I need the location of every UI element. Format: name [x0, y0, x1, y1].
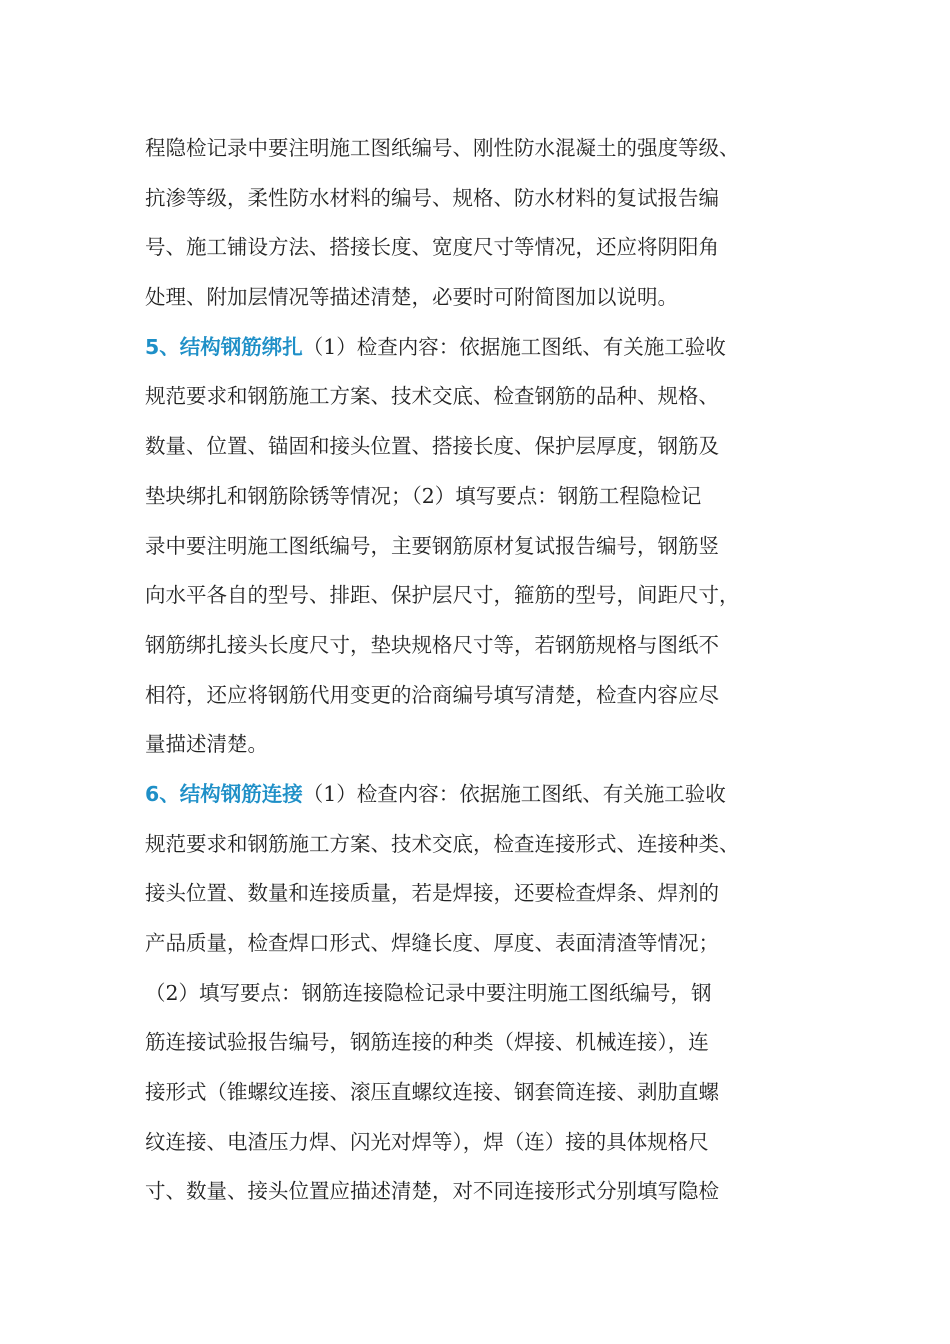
text-line: 数量、位置、锚固和接头位置、搭接长度、保护层厚度，钢筋及 — [145, 434, 719, 459]
text-line: 程隐检记录中要注明施工图纸编号、刚性防水混凝土的强度等级、 — [145, 136, 740, 160]
body-text — [145, 124, 825, 1217]
text-line: 规范要求和钢筋施工方案、技术交底，检查连接形式、连接种类、 — [145, 831, 740, 856]
text-line: 垫块绑扎和钢筋除锈等情况；（2）填写要点：钢筋工程隐检记 — [145, 483, 702, 508]
text-line: 录中要注明施工图纸编号，主要钢筋原材复试报告编号，钢筋竖 — [145, 533, 719, 558]
text-line: 号、施工铺设方法、搭接长度、宽度尺寸等情况，还应将阴阳角 — [145, 235, 719, 260]
text-line: 抗渗等级，柔性防水材料的编号、规格、防水材料的复试报告编 — [145, 185, 719, 210]
section-5-intro: （1）检查内容：依据施工图纸、有关施工验收 — [302, 334, 726, 359]
text-line: 向水平各自的型号、排距、保护层尺寸，箍筋的型号，间距尺寸， — [145, 583, 740, 608]
text-line: 相符，还应将钢筋代用变更的洽商编号填写清楚，检查内容应尽 — [145, 682, 719, 707]
section-5-heading: 5、结构钢筋绑扎 — [145, 334, 303, 359]
section-5-first-line — [145, 323, 825, 373]
text-line: （2）填写要点：钢筋连接隐检记录中要注明施工图纸编号，钢 — [145, 980, 712, 1005]
section-6-heading: 6、结构钢筋连接 — [145, 781, 303, 806]
text-line: 接形式（锥螺纹连接、滚压直螺纹连接、钢套筒连接、剥肋直螺 — [145, 1080, 719, 1105]
text-line: 规范要求和钢筋施工方案、技术交底、检查钢筋的品种、规格、 — [145, 384, 719, 409]
text-line: 接头位置、数量和连接质量，若是焊接，还要检查焊条、焊剂的 — [145, 881, 719, 906]
text-line: 处理、附加层情况等描述清楚，必要时可附简图加以说明。 — [145, 285, 678, 310]
section-6-intro: （1）检查内容：依据施工图纸、有关施工验收 — [302, 781, 726, 806]
section-6-first-line — [145, 770, 825, 820]
text-line: 量描述清楚。 — [145, 732, 268, 757]
text-line: 产品质量，检查焊口形式、焊缝长度、厚度、表面清渣等情况； — [145, 931, 719, 955]
text-line: 筋连接试验报告编号，钢筋连接的种类（焊接、机械连接），连 — [145, 1030, 709, 1055]
text-line: 纹连接、电渣压力焊、闪光对焊等），焊（连）接的具体规格尺 — [145, 1129, 709, 1154]
text-line: 钢筋绑扎接头长度尺寸，垫块规格尺寸等，若钢筋规格与图纸不 — [145, 632, 719, 657]
text-line: 寸、数量、接头位置应描述清楚，对不同连接形式分别填写隐检 — [145, 1179, 719, 1204]
